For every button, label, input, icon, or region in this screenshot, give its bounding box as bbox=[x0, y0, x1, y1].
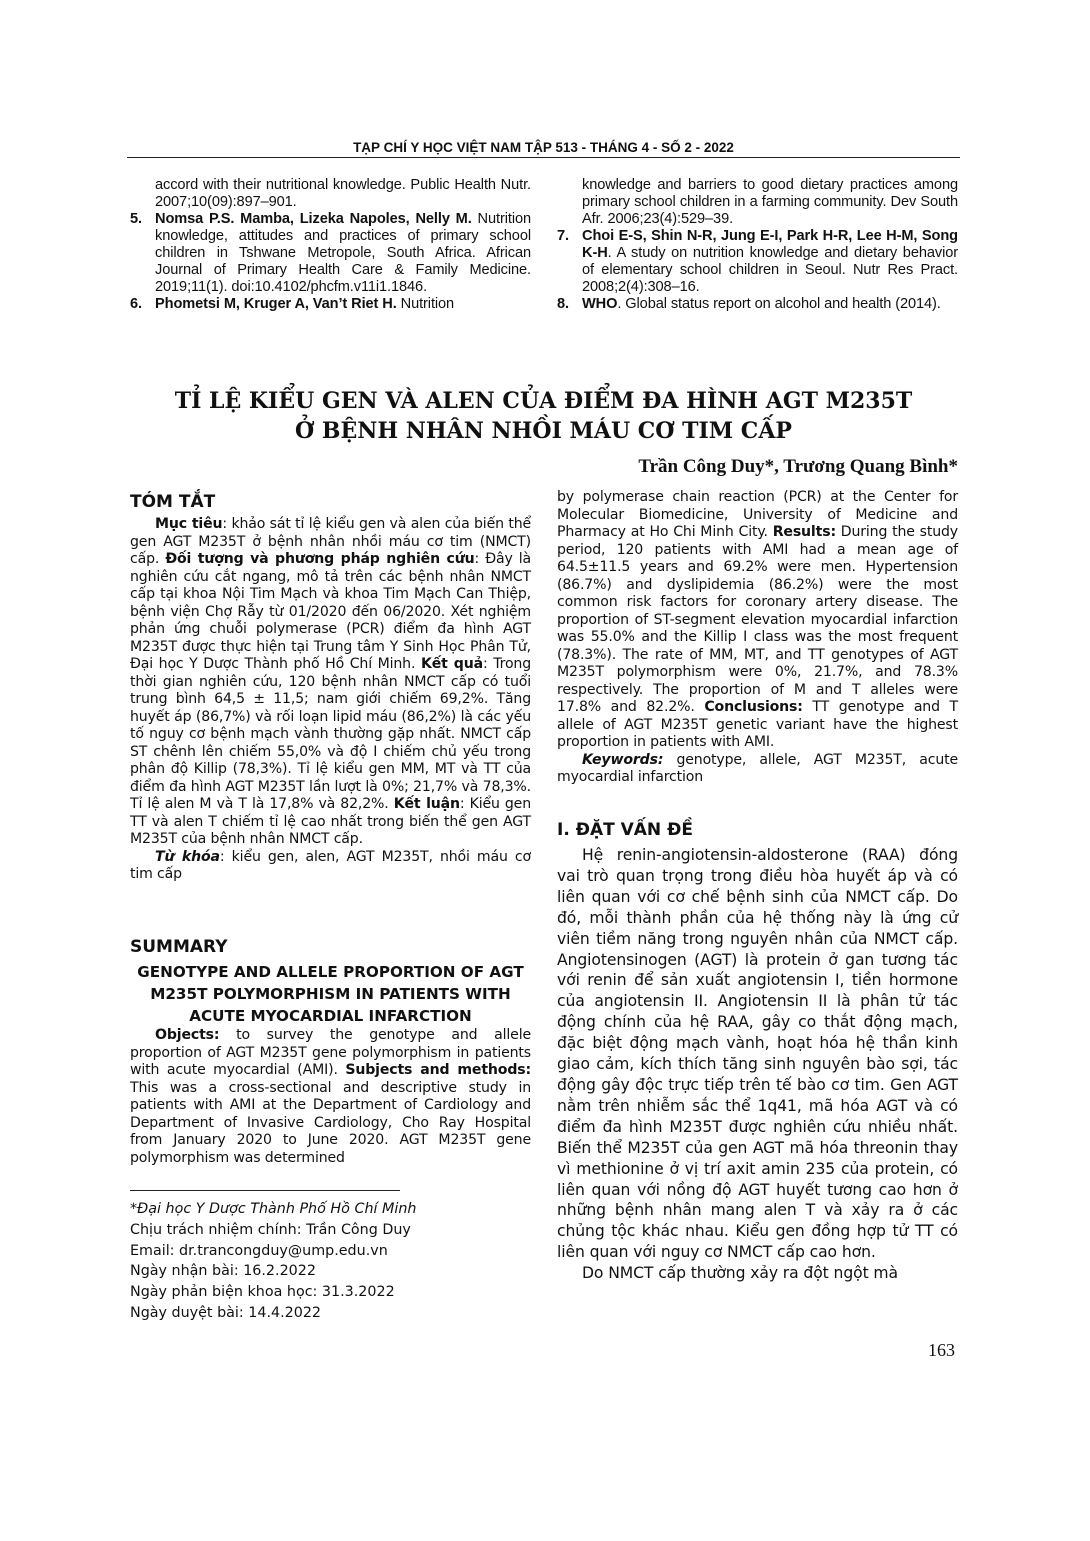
paragraph: Do NMCT cấp thường xảy ra đột ngột mà bbox=[582, 1264, 898, 1283]
reference-number: 7. bbox=[557, 228, 569, 244]
article-title bbox=[127, 386, 960, 446]
journal-header: TẠP CHÍ Y HỌC VIỆT NAM TẬP 513 - THÁNG 4 - SỐ 2 - 2022 bbox=[353, 140, 734, 155]
text: During the study period, 120 patients with AMI had a mean age of 64.5±11.5 years and 69.2% were men. Hypertension (86.7%) and dyslipidemia (86.2%) were the most common risk factors for coronary artery disease. The proportion of ST-segment elevation myocardial infarction was 55.0% and the Killip I class was the most frequent (78.3%). The rate of MM, MT, and TT genotypes of AGT M235T polymorphism were 0%, 21.7%, and 78.3% respectively. The proportion of M and T alleles were 17.8% and 82.2%. bbox=[557, 524, 958, 715]
summary-title: GENOTYPE AND ALLELE PROPORTION OF AGT M235T POLYMORPHISM IN PATIENTS WITH ACUTE MYOCARDIAL INFARCTION bbox=[137, 963, 524, 1025]
reference-text: Nutrition knowledge, attitudes and practices of primary school children in Tshwane Metropole, South Africa. African Journal of Primary Health Care & Family Medicine. 2019;11(1). doi:10.4102/phcfm.v11i1.1846. bbox=[155, 211, 531, 295]
reference-text: . Global status report on alcohol and health (2014). bbox=[617, 296, 941, 312]
reference-authors: Choi E-S, Shin N-R, Jung E-I, Park H-R, Lee H-M, Song K-H bbox=[582, 228, 958, 261]
summary-body-continued bbox=[557, 489, 958, 787]
introduction-heading: I. ĐẶT VẤN ĐỀ bbox=[557, 820, 693, 840]
label: Kết luận bbox=[393, 796, 460, 812]
reference-authors: Phometsi M, Kruger A, Van’t Riet H. bbox=[155, 296, 397, 312]
reference-text: Nutrition bbox=[396, 296, 455, 312]
text: This was a cross-sectional and descriptive study in patients with AMI at the Department of Cardiology and Department of Invasive Cardiology, Cho Ray Hospital from January 2020 to June 2020. AGT M235T gene polymorphism was determined bbox=[130, 1079, 531, 1166]
label: Kết quả bbox=[420, 656, 483, 672]
reference-item bbox=[557, 296, 958, 313]
text: to survey the genotype and allele proportion of AGT M235T gene polymorphism in patients with acute myocardial (AMI). bbox=[130, 1027, 531, 1078]
reference-number: 8. bbox=[557, 296, 569, 312]
reference-number: 6. bbox=[130, 296, 142, 312]
keywords: genotype, allele, AGT M235T, acute myocardial infarction bbox=[557, 751, 958, 785]
keywords-label: Từ khóa bbox=[155, 848, 220, 865]
title-line: TỈ LỆ KIỂU GEN VÀ ALEN CỦA ĐIỂM ĐA HÌNH AGT M235T bbox=[174, 388, 913, 414]
footnote-rule bbox=[130, 1190, 400, 1191]
text: : Kiểu gen TT và alen T chiếm tỉ lệ cao nhất trong biến thể gen AGT M235T của bệnh nhân NMCT cấp. bbox=[130, 796, 531, 847]
text: : Đây là nghiên cứu cắt ngang, mô tả trên các bệnh nhân NMCT cấp tại khoa Nội Tim Mạch và khoa Tim Mạch Can Thiệp, bệnh viện Chợ Rẫy từ 01/2020 đến 06/2020. Xét nghiệm phản ứng chuỗi polymerase (PCR) điểm đa hình AGT M235T được thực hiện tại Trung tâm Y Sinh Học Phân Tử, Đại học Y Dược Thành phố Hồ Chí Minh. bbox=[130, 551, 532, 672]
abstract-vi-heading: TÓM TẮT bbox=[130, 492, 216, 512]
email: Email: dr.trancongduy@ump.edu.vn bbox=[130, 1242, 388, 1259]
label: Objects: bbox=[155, 1027, 220, 1043]
reference-item bbox=[130, 211, 531, 296]
text: : Trong thời gian nghiên cứu, 120 bệnh nhân NMCT cấp có tuổi trung bình 64,5 ± 11,5; nam giới chiếm 69,2%. Tăng huyết áp (86,7%) và rối loạn lipid máu (86,2%) là các yếu tố nguy cơ bệnh mạch vành thường gặp nhất. NMCT cấp ST chênh lên chiếm 55,0% và độ I chiếm chủ yếu trong phân độ Killip (78,3%). Tỉ lệ kiểu gen MM, MT và TT của điểm đa hình AGT M235T lần lượt là 0%; 21,7% và 78,3%. Tỉ lệ alen M và T là 17,8% và 82,2%. bbox=[130, 656, 531, 812]
article-authors: Trần Công Duy*, Trương Quang Bình* bbox=[638, 456, 958, 477]
reference-item bbox=[130, 296, 531, 313]
label: Mục tiêu bbox=[155, 516, 223, 532]
references-right bbox=[557, 177, 958, 313]
text: by polymerase chain reaction (PCR) at the Center for Molecular Biomedicine, University of Medicine and Pharmacy at Ho Chi Minh City. bbox=[557, 489, 958, 540]
text: TT genotype and T allele of AGT M235T genetic variant have the highest proportion in patients with AMI. bbox=[557, 699, 958, 750]
label: Đối tượng và phương pháp nghiên cứu bbox=[165, 551, 475, 567]
reference-authors: Nomsa P.S. Mamba, Lizeka Napoles, Nelly M. bbox=[155, 211, 472, 227]
affiliation: *Đại học Y Dược Thành Phố Hồ Chí Minh bbox=[130, 1201, 417, 1217]
page-number: 163 bbox=[928, 1340, 955, 1360]
introduction-body bbox=[557, 845, 958, 1284]
responsible-author: Chịu trách nhiệm chính: Trần Công Duy bbox=[130, 1221, 411, 1238]
title-line: Ở BỆNH NHÂN NHỒI MÁU CƠ TIM CẤP bbox=[295, 418, 792, 444]
summary-heading: SUMMARY bbox=[130, 937, 228, 957]
keywords-label: Keywords: bbox=[582, 751, 664, 768]
label: Conclusions: bbox=[704, 699, 803, 715]
paragraph: Hệ renin-angiotensin-aldosterone (RAA) đóng vai trò quan trọng trong điều hòa huyết áp và có liên quan với cơ chế bệnh sinh của NMCT cấp. Do đó, mỗi thành phần của hệ thống này là ứng cử viên tiềm năng trong nguyên nhân của NMCT cấp. Angiotensinogen (AGT) là protein ở gan tương tác với renin để sản xuất angiotensin I, tiền hormone của angiotensin II. Angiotensin II là phân tử tác động chính của hệ RAA, gây co thắt động mạch, đặc biệt động mạch vành, hoạt hóa hệ thần kinh giao cảm, kích thích tăng sinh nguyên bào sợi, tác động gây độc trực tiếp trên tế bào cơ tim. Gen AGT nằm trên nhiễm sắc thể 1q41, mã hóa AGT và có điểm đa hình M235T được nghiên cứu nhiều nhất. Biến thể M235T của gen AGT mã hóa threonin thay vì methionine ở vị trí axit amin 235 của protein, có liên quan với nồng độ AGT huyết tương cao hơn ở những bệnh nhân mang alen T và xảy ra ở các chủng tộc khác nhau. Kiểu gen đồng hợp tử TT có liên quan với nguy cơ NMCT cấp cao hơn. bbox=[557, 846, 958, 1262]
abstract-vi bbox=[130, 516, 531, 884]
date-accepted: Ngày duyệt bài: 14.4.2022 bbox=[130, 1304, 322, 1321]
label: Subjects and methods: bbox=[345, 1062, 532, 1078]
header-rule bbox=[127, 157, 960, 158]
summary-body bbox=[130, 1027, 531, 1167]
reference-continuation: knowledge and barriers to good dietary practices among primary school children in a farming community. Dev South Afr. 2006;23(4):529–39. bbox=[582, 177, 958, 227]
reference-authors: WHO bbox=[582, 296, 618, 312]
reference-number: 5. bbox=[130, 211, 142, 227]
text: : khảo sát tỉ lệ kiểu gen và alen của biến thể gen AGT M235T ở bệnh nhân nhồi máu cơ tim (NMCT) cấp. bbox=[130, 516, 532, 567]
keywords: : kiểu gen, alen, AGT M235T, nhồi máu cơ tim cấp bbox=[130, 848, 531, 882]
label: Results: bbox=[772, 524, 836, 540]
reference-item bbox=[557, 228, 958, 296]
reference-continuation: accord with their nutritional knowledge. Public Health Nutr. 2007;10(09):897–901. bbox=[155, 177, 531, 210]
date-reviewed: Ngày phản biện khoa học: 31.3.2022 bbox=[130, 1284, 395, 1301]
date-received: Ngày nhận bài: 16.2.2022 bbox=[130, 1263, 316, 1280]
reference-text: . A study on nutrition knowledge and dietary behavior of elementary school children in Seoul. Nutr Res Pract. 2008;2(4):308–16. bbox=[582, 245, 958, 295]
footnote bbox=[130, 1199, 416, 1324]
references-left bbox=[130, 177, 531, 313]
